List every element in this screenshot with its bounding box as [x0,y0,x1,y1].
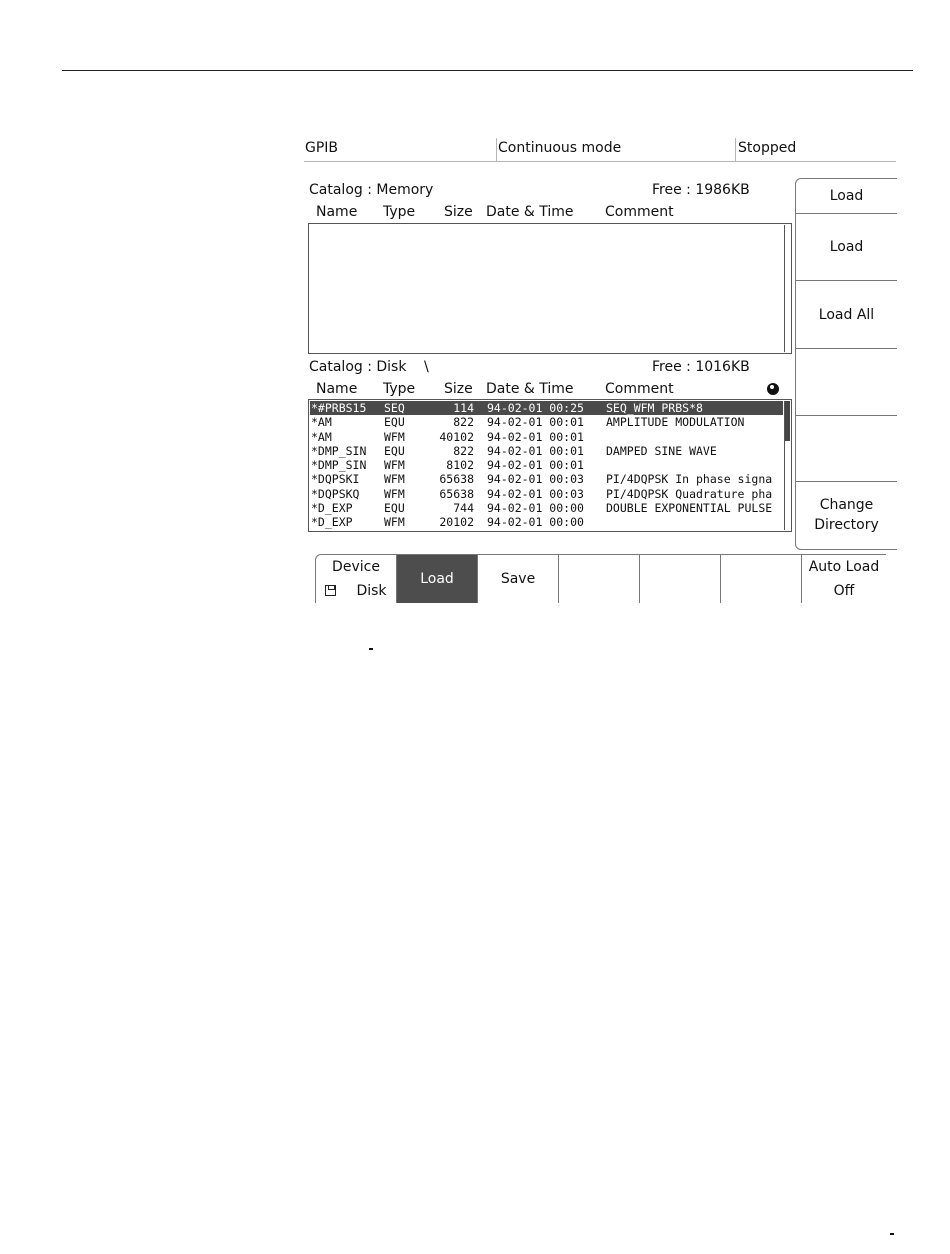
disk-file-row[interactable] [310,444,783,458]
bottom-blank-button[interactable] [559,555,640,603]
file-name-cell: *D_EXP [311,515,353,530]
page-mark [369,648,373,650]
file-size-cell: 20102 [439,515,474,530]
device-button[interactable] [316,555,397,603]
memory-free-space: Free : 1986KB [652,182,750,198]
disk-file-row[interactable] [310,430,783,444]
file-size-cell: 822 [453,443,474,458]
file-comment-cell: PI/4DQPSK In phase signa [606,472,773,487]
column-header-comment: Comment [605,381,674,397]
bottom-menu [315,554,886,603]
file-type-cell: EQU [384,443,405,458]
disk-catalog-label: Catalog : Disk [309,359,407,375]
disk-file-row[interactable] [310,515,783,529]
change-directory-button[interactable] [796,482,897,548]
bottom-blank-button[interactable] [721,555,802,603]
file-date-cell: 94-02-01 00:00 [487,501,584,516]
file-type-cell: WFM [384,515,405,530]
file-type-cell: SEQ [384,401,405,415]
disk-list-scroll-thumb[interactable] [785,401,790,441]
disk-activity-icon [767,383,779,395]
file-date-cell: 94-02-01 00:00 [487,515,584,530]
column-header-name: Name [316,204,358,220]
file-name-cell: *#PRBS15 [311,401,367,415]
column-header-date-time: Date & Time [486,204,574,220]
file-size-cell: 65638 [439,472,474,487]
disk-file-row[interactable] [310,501,783,515]
side-menu-blank-button[interactable] [796,349,897,416]
file-size-cell: 40102 [439,429,474,444]
column-header-type: Type [383,204,416,220]
memory-catalog-label: Catalog : Memory [309,182,434,198]
file-name-cell: *DMP_SIN [311,458,367,473]
column-header-size: Size [444,381,473,397]
status-run-state: Stopped [738,140,797,156]
file-comment-cell: DAMPED SINE WAVE [606,443,717,458]
file-comment-cell: AMPLITUDE MODULATION [606,415,745,430]
memory-file-list[interactable] [308,223,792,354]
file-date-cell: 94-02-01 00:03 [487,486,584,501]
column-header-date-time: Date & Time [486,381,574,397]
disk-free-space: Free : 1016KB [652,359,750,375]
floppy-disk-icon [325,585,336,596]
file-comment-cell: DOUBLE EXPONENTIAL PULSE [606,501,773,516]
column-header-size: Size [444,204,473,220]
change-directory-label-line1: Change [819,497,874,513]
file-date-cell: 94-02-01 00:25 [487,401,584,415]
load-tab-button[interactable] [397,555,478,603]
bottom-blank-button[interactable] [640,555,721,603]
file-comment-cell: SEQ_WFM PRBS*8 [606,401,703,415]
file-type-cell: EQU [384,415,405,430]
file-name-cell: *D_EXP [311,501,353,516]
disk-file-row[interactable] [310,487,783,501]
status-interface: GPIB [305,140,339,156]
file-name-cell: *DQPSKQ [311,486,360,501]
disk-file-row[interactable] [310,458,783,472]
file-date-cell: 94-02-01 00:01 [487,443,584,458]
save-tab-button[interactable] [478,555,559,603]
file-type-cell: WFM [384,472,405,487]
file-name-cell: *DQPSKI [311,472,360,487]
file-type-cell: WFM [384,429,405,444]
file-size-cell: 744 [453,501,474,516]
device-button-value [325,579,386,603]
file-type-cell: EQU [384,501,405,516]
file-size-cell: 8102 [446,458,474,473]
load-all-button[interactable] [796,281,897,349]
side-menu-title-label: Load [829,188,864,204]
auto-load-button[interactable] [802,555,886,603]
file-date-cell: 94-02-01 00:01 [487,429,584,444]
load-button-label: Load [829,239,864,255]
disk-list-scrollbar[interactable] [784,401,790,530]
file-date-cell: 94-02-01 00:03 [487,472,584,487]
column-header-comment: Comment [605,204,674,220]
disk-current-path: \ [424,359,429,375]
device-button-label: Device [332,559,380,575]
file-name-cell: *AM [311,415,332,430]
file-name-cell: *DMP_SIN [311,443,367,458]
page-top-rule [62,70,913,71]
page-mark [890,1233,894,1235]
status-divider [735,138,736,161]
save-tab-label: Save [500,571,536,587]
status-mode: Continuous mode [498,140,622,156]
change-directory-label-line2: Directory [814,517,879,533]
load-all-button-label: Load All [818,306,875,323]
side-menu-blank-button[interactable] [796,416,897,482]
memory-list-scrollbar[interactable] [784,225,790,352]
status-divider [496,138,497,161]
disk-file-row[interactable] [310,472,783,486]
file-comment-cell: PI/4DQPSK Quadrature pha [606,486,773,501]
file-size-cell: 822 [453,415,474,430]
column-header-type: Type [383,381,416,397]
file-name-cell: *AM [311,429,332,444]
status-bar [304,138,896,162]
file-size-cell: 114 [453,401,474,415]
side-menu-title [796,179,897,214]
file-date-cell: 94-02-01 00:01 [487,458,584,473]
disk-file-row[interactable] [310,415,783,429]
auto-load-value: Off [833,583,855,599]
disk-file-row[interactable] [310,401,783,415]
file-date-cell: 94-02-01 00:01 [487,415,584,430]
disk-file-list[interactable] [308,399,792,532]
disk-file-rows [310,401,783,530]
file-size-cell: 65638 [439,486,474,501]
column-header-name: Name [316,381,358,397]
file-type-cell: WFM [384,458,405,473]
auto-load-label: Auto Load [808,559,880,575]
device-value-text: Disk [356,583,387,599]
load-button[interactable] [796,214,897,281]
load-tab-label: Load [420,571,454,587]
side-menu [795,178,897,550]
file-type-cell: WFM [384,486,405,501]
